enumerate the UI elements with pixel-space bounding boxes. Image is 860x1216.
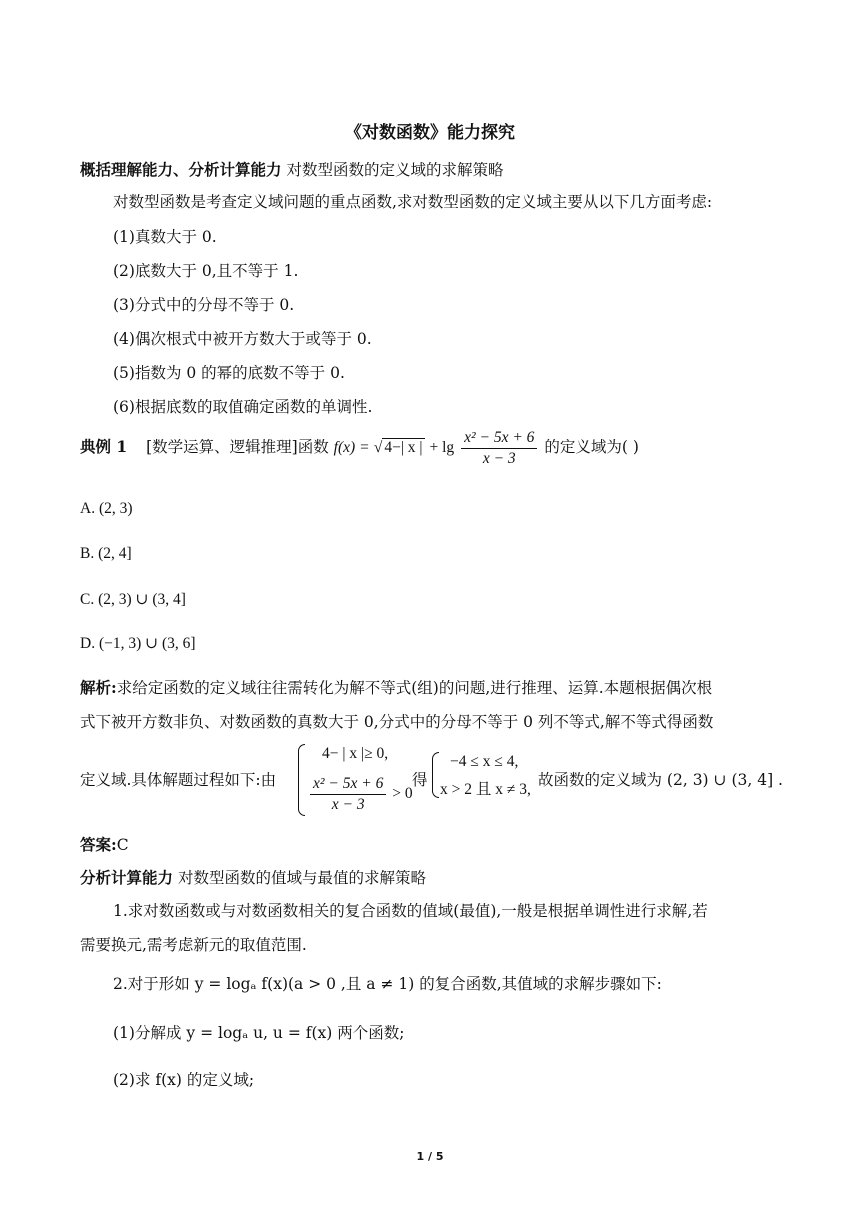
list-item: (2)底数大于 0,且不等于 1. <box>113 262 299 280</box>
list-item: (5)指数为 0 的幂的底数不等于 0. <box>113 364 345 382</box>
option-c: C. (2, 3) ∪ (3, 4] <box>80 591 186 608</box>
section2-heading-rest: 对数型函数的值域与最值的求解策略 <box>177 869 426 887</box>
analysis-mid: 得 <box>412 771 428 789</box>
example-tags: [数学运算、逻辑推理]函数 <box>146 438 329 456</box>
system1-denominator: x − 3 <box>331 796 365 813</box>
system2-row1: −4 ≤ x ≤ 4, <box>450 753 519 770</box>
equals-sign: = <box>360 439 369 456</box>
answer <box>80 833 129 855</box>
sqrt-body: 4−| x | <box>384 439 423 456</box>
fraction-numerator: x² − 5x + 6 <box>461 428 537 449</box>
list-item: (4)偶次根式中被开方数大于或等于 0. <box>113 330 372 348</box>
section2-paragraph-1: 1.求对数函数或与对数函数相关的复合函数的值域(最值),一般是根据单调性进行求解,若 <box>113 902 708 920</box>
option-d: D. (−1, 3) ∪ (3, 6] <box>80 635 196 652</box>
function-name: f(x) <box>333 439 356 456</box>
system1-numerator: x² − 5x + 6 <box>310 774 386 795</box>
analysis-text-1: 求给定函数的定义域往往需转化为解不等式(组)的问题,进行推理、运算.本题根据偶次根 <box>116 679 713 697</box>
list-item: (6)根据底数的取值确定函数的单调性. <box>113 398 373 416</box>
section2-paragraph-1-cont: 需要换元,需考虑新元的取值范围. <box>80 936 307 954</box>
section1-heading-bold: 概括理解能力、分析计算能力 <box>80 160 282 179</box>
system1-fraction <box>310 774 386 815</box>
analysis-line-3-lead: 定义域.具体解题过程如下:由 <box>80 771 277 789</box>
plus-lg: + lg <box>429 439 455 456</box>
example-fraction <box>461 428 537 469</box>
analysis-label: 解析: <box>80 678 117 697</box>
sqrt-sign: √ <box>373 439 383 456</box>
system-brace-2 <box>432 752 439 798</box>
system2-row2: x > 2 且 x ≠ 3, <box>440 781 531 798</box>
analysis-line-2: 式下被开方数非负、对数函数的真数大于 0,分式中的分母不等于 0 列不等式,解不等式得函数 <box>80 713 714 731</box>
option-a: A. (2, 3) <box>80 500 133 517</box>
example-tail: 的定义域为( ) <box>544 438 639 456</box>
section2-step-1: (1)分解成 y = logₐ u, u = f(x) 两个函数; <box>113 1024 405 1042</box>
page-title: 《对数函数》能力探究 <box>345 123 515 143</box>
section2-heading <box>80 866 426 888</box>
option-b: B. (2, 4] <box>80 545 132 562</box>
section1-intro: 对数型函数是考查定义域问题的重点函数,求对数型函数的定义域主要从以下几方面考虑: <box>113 193 713 211</box>
answer-label: 答案: <box>80 835 117 854</box>
system1-row1: 4− | x |≥ 0, <box>322 745 389 762</box>
list-item: (3)分式中的分母不等于 0. <box>113 296 295 314</box>
system-brace-1 <box>298 744 305 816</box>
page-number: 1 / 5 <box>416 1150 444 1163</box>
section1-heading <box>80 158 503 180</box>
system1-row2 <box>308 774 413 815</box>
section1-heading-rest: 对数型函数的定义域的求解策略 <box>286 161 504 179</box>
system1-gt: > 0 <box>392 785 413 803</box>
section2-paragraph-2: 2.对于形如 y = logₐ f(x)(a > 0 ,且 a ≠ 1) 的复合函数,其值域的求解步骤如下: <box>113 975 662 993</box>
analysis-line-1 <box>80 676 712 698</box>
section2-heading-bold: 分析计算能力 <box>80 868 174 887</box>
example-question <box>80 425 639 469</box>
list-item: (1)真数大于 0. <box>113 228 217 246</box>
example-label: 典例 1 <box>80 437 128 456</box>
answer-value: C <box>116 836 129 854</box>
analysis-conclusion: 故函数的定义域为 (2, 3) ∪ (3, 4] . <box>538 771 783 789</box>
section2-step-2: (2)求 f(x) 的定义域; <box>113 1071 255 1089</box>
fraction-denominator: x − 3 <box>482 449 516 467</box>
